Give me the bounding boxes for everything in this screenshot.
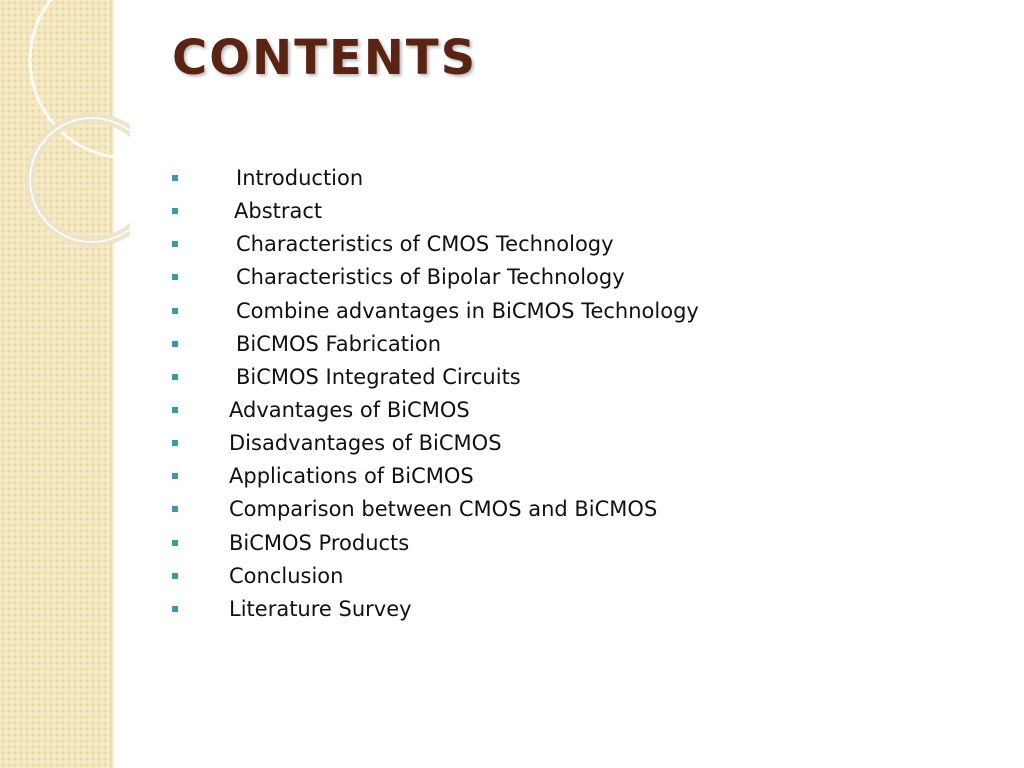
square-bullet-icon <box>172 506 178 512</box>
list-item-label: Disadvantages of BiCMOS <box>229 431 502 456</box>
square-bullet-icon <box>172 274 178 280</box>
decorative-circles <box>0 0 130 260</box>
ring-outer <box>30 118 130 242</box>
square-bullet-icon <box>172 374 178 380</box>
list-item-label: Characteristics of CMOS Technology <box>236 232 614 257</box>
square-bullet-icon <box>172 208 178 214</box>
square-bullet-icon <box>172 440 178 446</box>
slide-title: CONTENTS <box>172 30 478 86</box>
list-item-label: BiCMOS Products <box>229 530 410 555</box>
list-item-label: Abstract <box>234 199 323 224</box>
list-item-label: Conclusion <box>229 563 344 588</box>
list-item-label: BiCMOS Fabrication <box>236 331 442 356</box>
list-item-label: Introduction <box>236 166 364 190</box>
list-item-label: Combine advantages in BiCMOS Technology <box>236 298 699 323</box>
list-item-label: Advantages of BiCMOS <box>229 397 470 422</box>
list-item-label: Literature Survey <box>229 596 412 621</box>
list-item-label: Applications of BiCMOS <box>229 464 474 489</box>
square-bullet-icon <box>172 407 178 413</box>
square-bullet-icon <box>172 606 178 612</box>
square-bullet-icon <box>172 241 178 247</box>
list-item-label: Comparison between CMOS and BiCMOS <box>229 497 658 522</box>
square-bullet-icon <box>172 573 178 579</box>
square-bullet-icon <box>172 308 178 314</box>
square-bullet-icon <box>172 473 178 479</box>
list-item-label: BiCMOS Integrated Circuits <box>236 364 521 389</box>
square-bullet-icon <box>172 341 178 347</box>
square-bullet-icon <box>172 540 178 546</box>
list-item-label: Characteristics of Bipolar Technology <box>236 265 625 290</box>
square-bullet-icon <box>172 175 178 181</box>
